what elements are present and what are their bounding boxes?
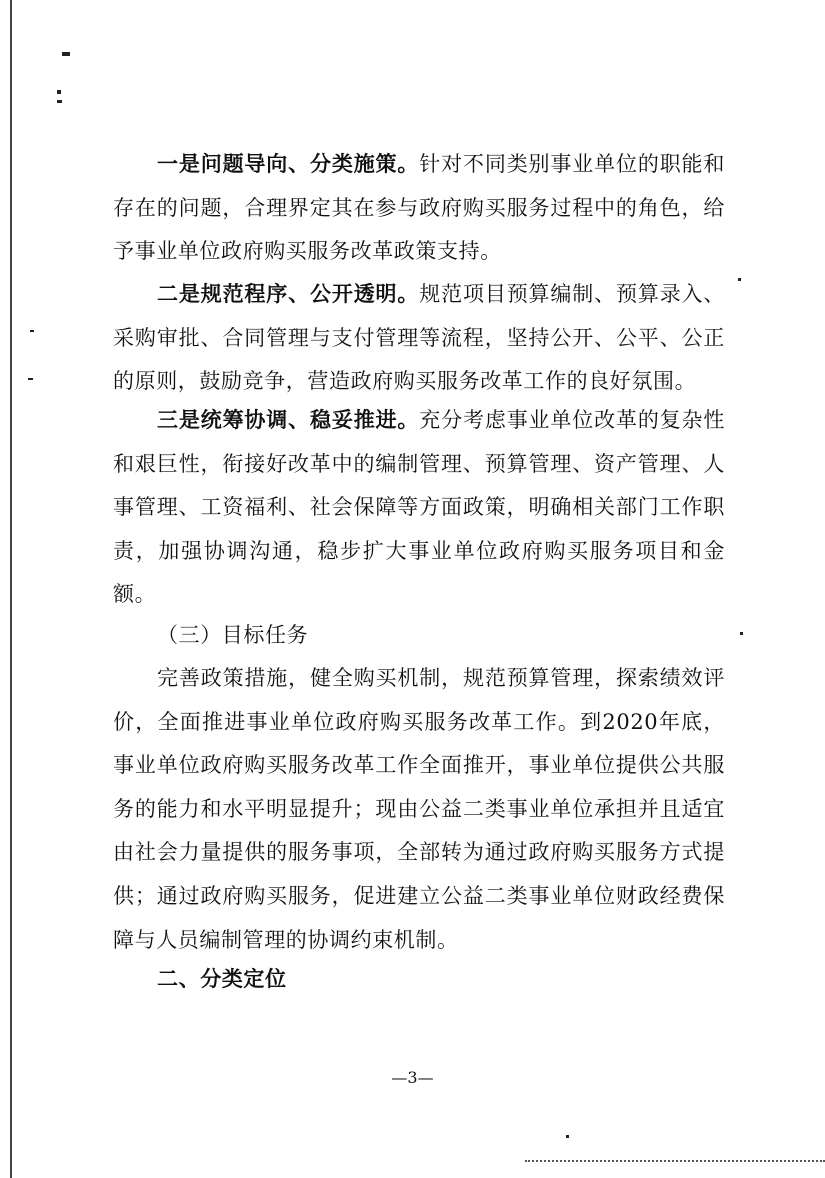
principle-body-3: 充分考虑事业单位改革的复杂性和艰巨性，衔接好改革中的编制管理、预算管理、资产管理、人事管理、工资福利、社会保障等方面政策，明确相关部门工作职责，加强协调沟通，稳步扩大事业单位政府购买服务项目和金额。 (113, 408, 726, 607)
principle-lead-1: 一是问题导向、分类施策。 (157, 151, 420, 176)
principle-paragraph-3 (113, 398, 725, 617)
page-number: —3— (391, 1068, 434, 1087)
principle-paragraph-2 (113, 272, 725, 404)
subheading-goals: （三）目标任务 (157, 623, 309, 647)
section-heading: 二、分类定位 (157, 966, 287, 991)
goal-paragraph: 完善政策措施，健全购买机制，规范预算管理，探索绩效评价，全面推进事业单位政府购买服务改革工作。到2020年底，事业单位政府购买服务改革工作全面推开，事业单位提供公共服务的能力和水平明显提升；现由公益二类事业单位承担并且适宜由社会力量提供的服务事项，全部转为通过政府购买服务方式提供；通过政府购买服务，促进建立公益二类事业单位财政经费保障与人员编制管理的协调约束机制。 (113, 666, 725, 952)
principle-paragraph-1 (113, 142, 725, 274)
principle-body-2: 规范项目预算编制、预算录入、采购审批、合同管理与支付管理等流程，坚持公开、公平、公正的原则，鼓励竞争，营造政府购买服务改革工作的良好氛围。 (113, 282, 726, 394)
principle-lead-2: 二是规范程序、公开透明。 (157, 281, 420, 306)
principle-lead-3: 三是统筹协调、稳妥推进。 (157, 407, 420, 432)
principle-body-1: 针对不同类别事业单位的职能和存在的问题，合理界定其在参与政府购买服务过程中的角色，给予事业单位政府购买服务改革政策支持。 (113, 152, 726, 264)
